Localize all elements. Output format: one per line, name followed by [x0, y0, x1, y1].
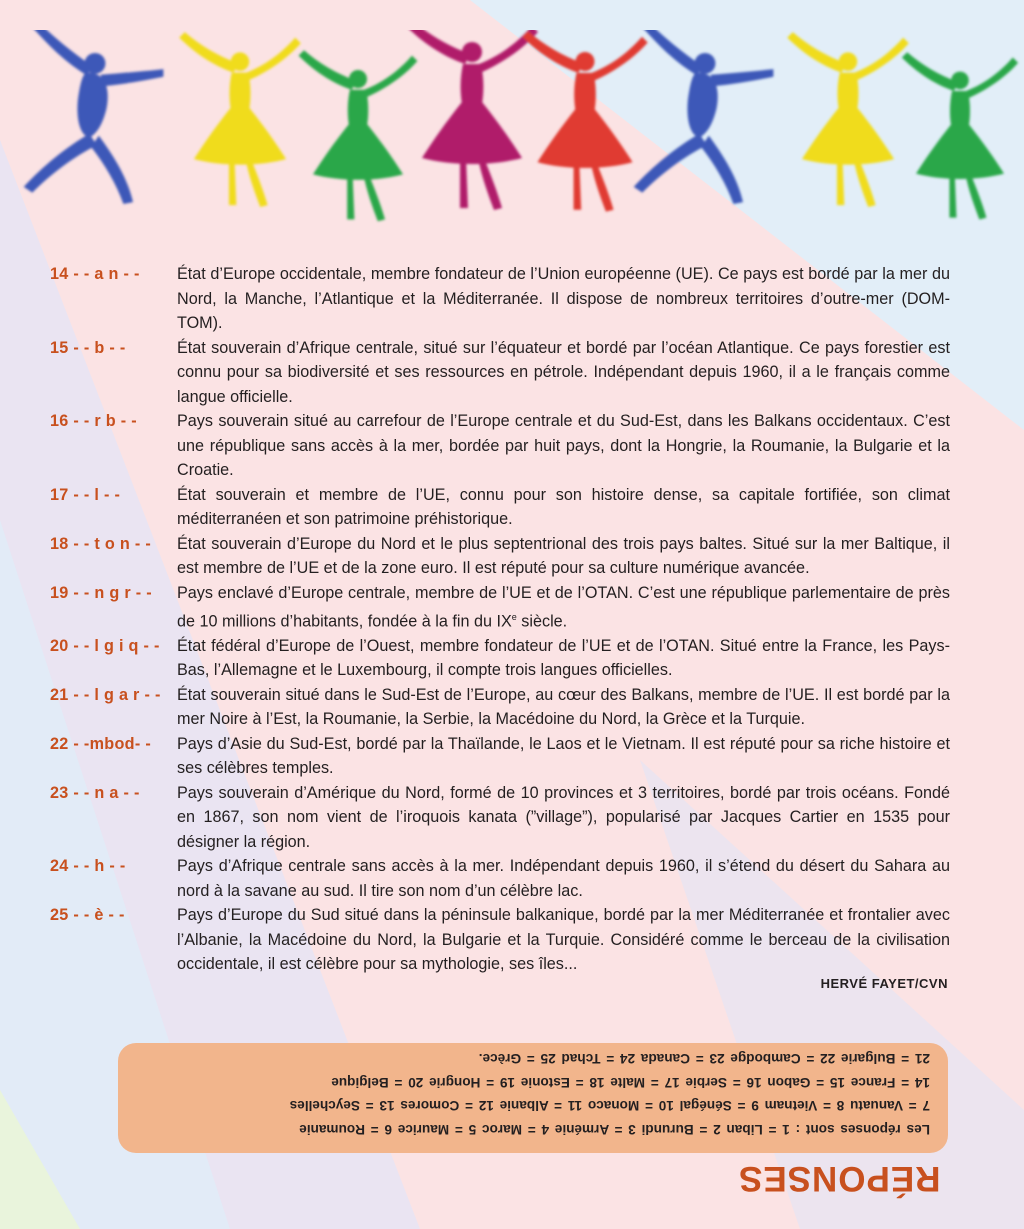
dancer-shape — [406, 30, 538, 210]
clue-definition: Pays souverain d’Amérique du Nord, formé de 10 provinces et 3 territoires, bordé par trois océans. Fondé en 1867, son nom vient de l’iroquois kanata (”village”), popularisé par Jacques Cartier en 1535 pour désigner la région. — [177, 783, 950, 851]
clue-number: 18 - - t o n - - — [50, 534, 152, 553]
clue-18 — [50, 532, 950, 581]
clue-21 — [50, 683, 950, 732]
dancer-7 — [787, 32, 908, 207]
dancer-shape — [24, 30, 164, 204]
clue-number: 20 - - l g i q - - — [50, 636, 160, 655]
clue-definition: Pays souverain situé au carrefour de l’Europe centrale et du Sud-Est, dans les Balkans occidentaux. C’est une république sans accès à la mer, bordée par huit pays, dont la Hongrie, la Roumanie, la Bulgarie et la Croatie. — [177, 412, 950, 479]
dancer-shape — [634, 30, 774, 204]
author-credit: HERVÉ FAYET/CVN — [820, 976, 948, 991]
clue-25 — [50, 903, 950, 977]
clue-24 — [50, 854, 950, 903]
clue-number: 25 - - è - - — [50, 906, 125, 925]
clue-definition: État souverain d’Afrique centrale, situé sur l’équateur et bordé par l’océan Atlantique. Ce pays forestier est connu pour sa biodiversité et ses ressources en pétrole. Indépendant depuis 1960, il a le français comme langue officielle. — [177, 338, 950, 406]
clue-number: 16 - - r b - - — [50, 412, 137, 430]
clue-14 — [50, 262, 950, 336]
clue-definition: État souverain et membre de l’UE, connu pour son histoire dense, sa capitale fortifiée, son climat méditerranéen et son patrimoine préhistorique. — [177, 485, 950, 528]
clue-number: 15 - - b - - — [50, 338, 126, 357]
clue-number: 17 - - l - - — [50, 485, 121, 504]
dancers-banner — [0, 30, 1024, 235]
answers-line: 21 = Bulgarie 22 = Cambodge 23 = Canada 24 = Tchad 25 = Grèce. — [478, 1051, 930, 1067]
dancer-1 — [24, 30, 164, 204]
dancer-2 — [179, 32, 300, 207]
dancer-4 — [406, 30, 538, 210]
clue-number: 23 - - n a - - — [50, 783, 140, 802]
clues-list — [50, 262, 950, 977]
clue-16 — [50, 409, 950, 483]
clue-definition: Pays d’Afrique centrale sans accès à la mer. Indépendant depuis 1960, il s’étend du désert du Sahara au nord à la savane au sud. Il tire son nom d’un célèbre lac. — [177, 857, 950, 900]
dancer-5 — [522, 31, 647, 212]
clue-number: 19 - - n g r - - — [50, 583, 152, 602]
dancer-6 — [634, 30, 774, 204]
answers-line: Les réponses sont : 1 = Liban 2 = Burundi 3 = Arménie 4 = Maroc 5 = Maurice 6 = Roumanie — [299, 1122, 930, 1137]
clue-number: 24 - - h - - — [50, 857, 126, 876]
clue-definition: État d’Europe occidentale, membre fondateur de l’Union européenne (UE). Ce pays est bordé par la mer du Nord, la Manche, l’Atlantique et la Méditerranée. Il dispose de nombreux territoires d’outre-mer (DOM-TOM). — [177, 265, 950, 332]
clue-number: 22 - -mbod- - — [50, 734, 152, 753]
dancer-shape — [787, 32, 908, 207]
clue-17 — [50, 483, 950, 532]
clue-number: 14 - - a n - - — [50, 265, 140, 283]
answers-line: 7 = Vanuatu 8 = Vietnam 9 = Sénégal 10 = Monaco 11 = Albanie 12 = Comores 13 = Seychelles — [289, 1098, 930, 1114]
dancer-shape — [179, 32, 300, 207]
answers-box — [118, 1043, 948, 1153]
dancer-3 — [299, 50, 418, 221]
clue-definition: Pays enclavé d’Europe centrale, membre de l’UE et de l’OTAN. C’est une république parlementaire de près de 10 millions d’habitants, fondée à la fin du IXe siècle. — [177, 583, 950, 631]
clue-20 — [50, 634, 950, 683]
clue-definition: État fédéral d’Europe de l’Ouest, membre fondateur de l’UE et de l’OTAN. Situé entre la France, les Pays-Bas, l’Allemagne et le Luxembourg, il compte trois langues officielles. — [177, 636, 950, 680]
clue-definition: Pays d’Asie du Sud-Est, bordé par la Thaïlande, le Laos et le Vietnam. Il est réputé pour sa riche histoire et ses célèbres temples. — [177, 734, 950, 778]
clue-19 — [50, 581, 950, 634]
dancer-shape — [902, 52, 1018, 219]
clue-23 — [50, 781, 950, 855]
clue-definition: État souverain d’Europe du Nord et le plus septentrional des trois pays baltes. Situé sur la mer Baltique, il est membre de l’UE et de la zone euro. Il est réputé pour sa culture numérique avancée. — [177, 534, 950, 577]
dancer-8 — [902, 52, 1018, 219]
answers-line: 14 = France 15 = Gabon 16 = Serbie 17 = Malte 18 = Estonie 19 = Hongrie 20 = Belgique — [331, 1075, 930, 1090]
clue-definition: État souverain situé dans le Sud-Est de l’Europe, au cœur des Balkans, membre de l’UE. Il est bordé par la mer Noire à l’Est, la Roumanie, la Serbie, la Macédoine du Nord, la Grèce et la Turquie. — [177, 685, 950, 729]
clue-15 — [50, 336, 950, 410]
clue-22 — [50, 732, 950, 781]
answers-title: RÉPONSES — [738, 1159, 941, 1198]
clue-definition: Pays d’Europe du Sud situé dans la péninsule balkanique, bordé par la mer Méditerranée et frontalier avec l’Albanie, la Macédoine du Nord, la Bulgarie et la Turquie. Considéré comme le berceau de la civilisation occidentale, il est célèbre pour sa mythologie, ses îles... — [177, 906, 950, 974]
dancer-shape — [522, 31, 647, 212]
clue-number: 21 - - l g a r - - — [50, 685, 161, 704]
dancer-shape — [299, 50, 418, 221]
